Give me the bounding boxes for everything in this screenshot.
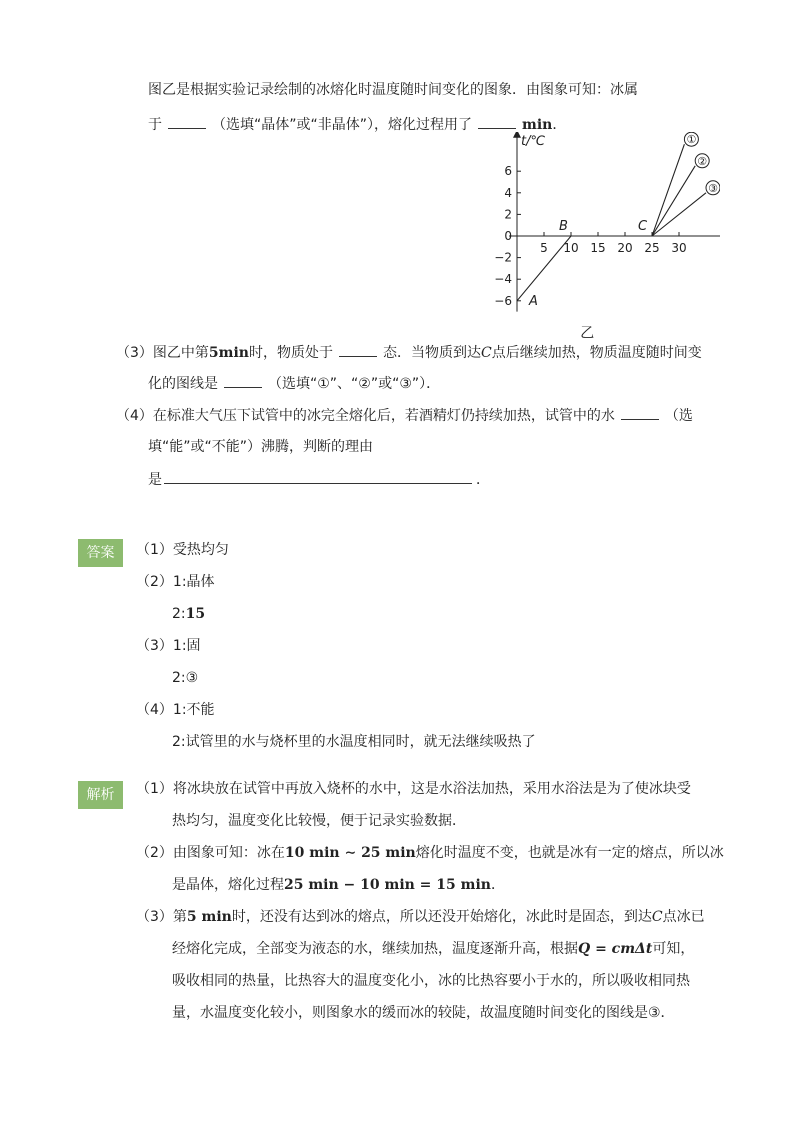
answer-blank[interactable] (224, 373, 262, 388)
answer-item-text: 受热均匀 (172, 542, 229, 558)
answer-tag: 答案 (78, 539, 123, 567)
series-label: ③ (708, 181, 718, 195)
temperature-time-chart (490, 132, 720, 342)
analysis-2-line-2: 是晶体，熔化过程25 min − 10 min = 15 min． (172, 877, 505, 893)
answer-item (172, 668, 198, 688)
y-tick-label: 2 (504, 207, 512, 222)
analysis-1-line-2: 热均匀，温度变化比较慢，便于记录实验数据． (172, 813, 466, 829)
x-tick-label: 25 (644, 241, 660, 255)
answer-item-number: （1） (136, 542, 173, 558)
answer-item (136, 636, 201, 656)
x-tick-label: 10 (563, 241, 579, 255)
x-tick-label: 15 (590, 241, 606, 255)
answer-item-text: 2:③ (172, 670, 199, 686)
y-tick-label: 6 (504, 164, 512, 179)
chart-labels (521, 132, 720, 341)
question-4-line-3: 是 ． (148, 469, 490, 490)
answer-item (136, 572, 215, 592)
answer-blank[interactable] (339, 342, 377, 357)
answer-item (136, 700, 215, 720)
series-line (652, 144, 684, 236)
x-tick-label: 5 (540, 241, 548, 255)
analysis-2-line-1: （2）由图象可知：冰在10 min ∼ 25 min熔化时温度不变，也就是冰有一定的熔点，所以冰 (136, 845, 724, 861)
intro-line-1: 图乙是根据实验记录绘制的冰熔化时温度随时间变化的图象．由图象可知：冰属 (148, 82, 638, 98)
question-4-line-2: 填“能”或“不能”）沸腾，判断的理由 (148, 439, 374, 455)
answer-blank[interactable] (621, 405, 659, 420)
answer-item-text: 1:不能 (172, 702, 215, 718)
analysis-1-line-1: （1）将冰块放在试管中再放入烧杯的水中，这是水浴法加热，采用水浴法是为了使冰块受 (136, 781, 691, 797)
answer-blank[interactable] (478, 114, 516, 129)
series-label: ② (697, 154, 708, 168)
y-tick-label: −4 (494, 272, 512, 287)
answer-item (172, 604, 205, 624)
y-axis-label: t/℃ (521, 133, 546, 149)
analysis-3-line-1: （3）第5 min时，还没有达到冰的熔点，所以还没开始熔化，冰此时是固态，到达C点冰已 (136, 909, 705, 925)
intro-line-2: 于 （选填“晶体”或“非晶体”），熔化过程用了 min． (148, 114, 566, 135)
analysis-3-line-3: 吸收相同的热量，比热容大的温度变化小，冰的比热容要小于水的，所以吸收相同热 (172, 973, 690, 989)
point-label-c: C (638, 219, 648, 234)
x-tick-label: 20 (617, 241, 633, 255)
answer-item-text: 2:试管里的水与烧杯里的水温度相同时，就无法继续吸热了 (172, 734, 536, 750)
chart-caption: 乙 (580, 325, 595, 342)
series-label: ① (686, 133, 697, 147)
question-3-line-2: 化的图线是 （选填“①”、“②”或“③”）． (148, 373, 440, 394)
analysis-3-line-4: 量，水温度变化较小，则图象水的缓而冰的较陡，故温度随时间变化的图线是③． (172, 1005, 675, 1021)
x-tick-label: 30 (671, 241, 687, 255)
point-label-a: A (529, 293, 538, 309)
answer-item-number: （2） (136, 574, 173, 590)
answer-item-text: 2: (172, 606, 186, 622)
answer-item-value: 15 (185, 606, 206, 622)
y-tick-label: 0 (504, 229, 512, 243)
question-4-line-1: （4）在标准大气压下试管中的冰完全熔化后，若酒精灯仍持续加热，试管中的水 （选 (116, 405, 693, 426)
y-tick-label: −6 (494, 293, 512, 308)
y-tick-label: −2 (494, 250, 512, 265)
answer-item-number: （3） (136, 638, 173, 654)
point-label-b: B (559, 219, 568, 234)
question-3-line-1: （3）图乙中第5min时，物质处于 态．当物质到达C点后继续加热，物质温度随时间变 (116, 342, 702, 363)
chart-axes (509, 132, 720, 312)
answer-item (172, 732, 536, 752)
analysis-tag: 解析 (78, 781, 123, 809)
answer-item-text: 1:晶体 (172, 574, 215, 590)
answer-blank[interactable] (168, 114, 206, 129)
y-tick-label: 4 (504, 185, 512, 200)
answer-item-text: 1:固 (172, 638, 201, 654)
chart-lines (517, 144, 706, 301)
analysis-3-line-2: 经熔化完成，全部变为液态的水，继续加热，温度逐渐升高，根据Q = cmΔt可知， (172, 941, 695, 957)
answer-item (136, 540, 229, 560)
reason-blank[interactable] (164, 469, 472, 484)
answer-item-number: （4） (136, 702, 173, 718)
